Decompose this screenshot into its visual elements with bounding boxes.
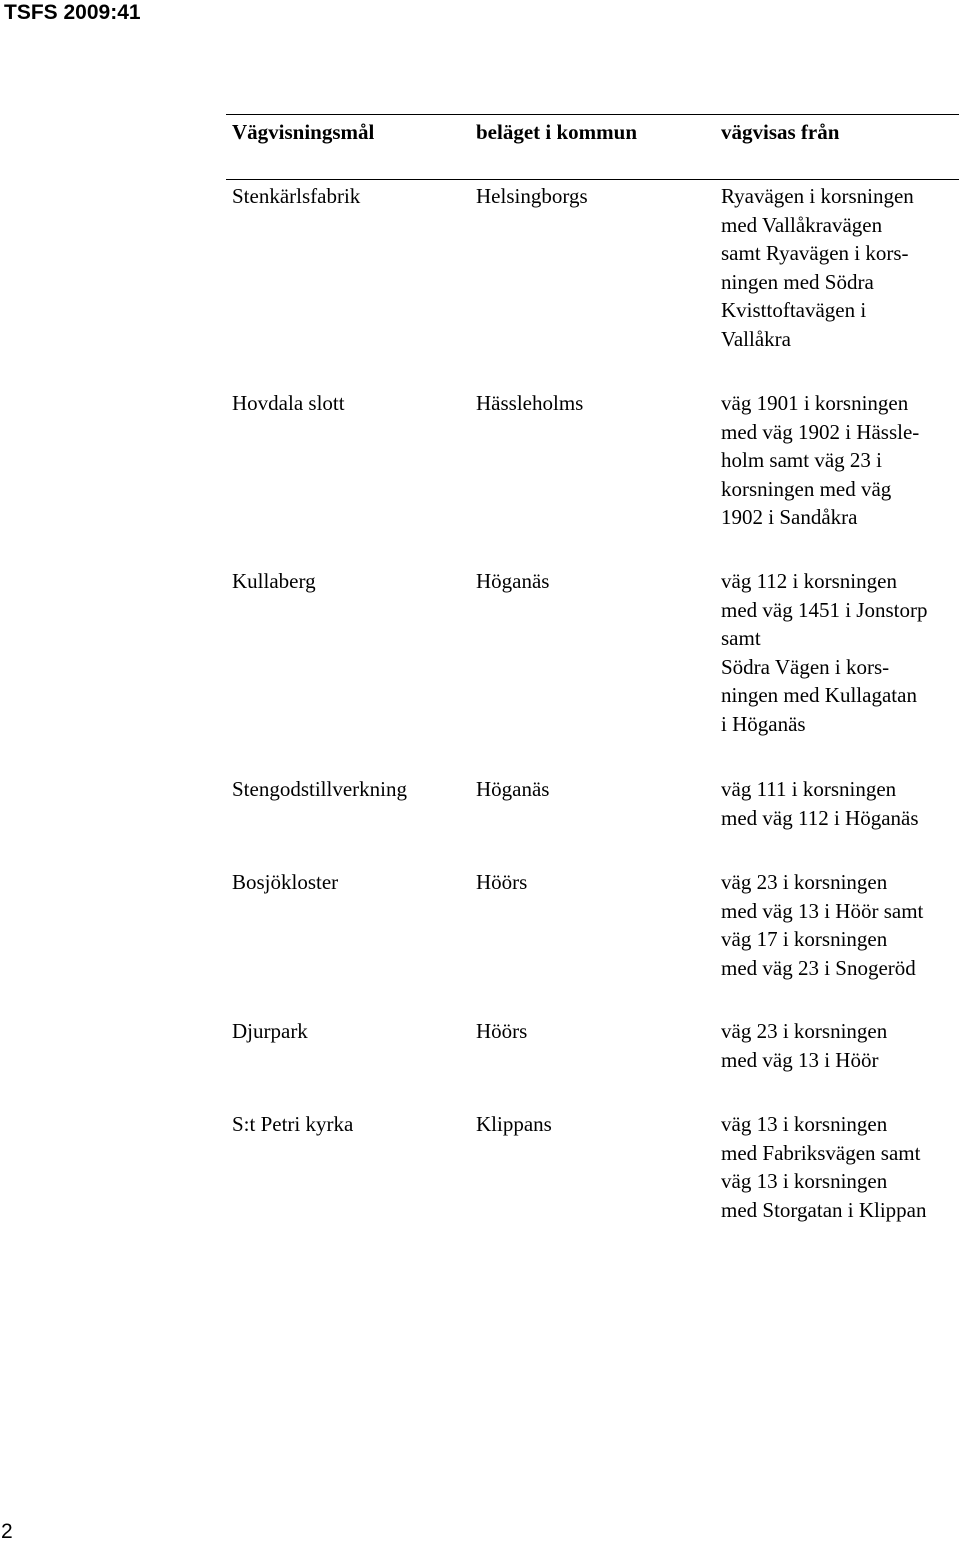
via-line: väg 17 i korsningen	[721, 927, 888, 952]
via-line: med Fabriksvägen samt	[721, 1140, 921, 1165]
signposted-from-cell	[721, 182, 957, 354]
via-line: Ryavägen i korsningen	[721, 184, 914, 208]
destination-cell: Stengodstillverkning	[232, 777, 407, 801]
via-line: väg 23 i korsningen	[721, 1019, 888, 1043]
signposted-from-cell	[721, 567, 957, 739]
via-line: med väg 1902 i Hässle-	[721, 419, 920, 444]
destination-cell: Stenkärlsfabrik	[232, 184, 361, 208]
via-line: med väg 13 i Höör	[721, 1047, 879, 1072]
destination-cell: Hovdala slott	[232, 391, 345, 415]
via-line: med väg 112 i Höganäs	[721, 805, 919, 830]
via-line: med Vallåkravägen	[721, 212, 883, 237]
via-line: väg 13 i korsningen	[721, 1169, 888, 1194]
via-line: med väg 13 i Höör samt	[721, 898, 924, 923]
via-line: i Höganäs	[721, 711, 806, 736]
destination-cell: S:t Petri kyrka	[232, 1112, 354, 1136]
destination-cell: Kullaberg	[232, 569, 316, 593]
signposted-from-cell	[721, 775, 957, 832]
municipality-cell: Klippans	[476, 1112, 552, 1136]
via-line: ningen med Kullagatan	[721, 683, 917, 708]
page-number: 2	[1, 1520, 13, 1543]
document-id-header: TSFS 2009:41	[4, 1, 141, 24]
via-line: samt	[721, 626, 761, 651]
table-top-rule	[226, 114, 959, 115]
municipality-cell: Höörs	[476, 870, 528, 894]
municipality-cell: Höganäs	[476, 777, 550, 801]
signposted-from-cell	[721, 1110, 957, 1224]
destination-cell: Djurpark	[232, 1019, 308, 1043]
via-line: väg 23 i korsningen	[721, 870, 888, 894]
via-line: väg 1901 i korsningen	[721, 391, 909, 415]
via-line: väg 112 i korsningen	[721, 569, 897, 593]
column-header-municipality: beläget i kommun	[476, 120, 638, 144]
municipality-cell: Höörs	[476, 1019, 528, 1043]
municipality-cell: Höganäs	[476, 569, 550, 593]
via-line: Södra Vägen i kors-	[721, 654, 890, 679]
destination-cell: Bosjökloster	[232, 870, 339, 894]
table-header-rule	[226, 179, 959, 180]
signposted-from-cell	[721, 1017, 957, 1074]
via-line: Kvisttoftavägen i	[721, 298, 867, 323]
via-line: väg 13 i korsningen	[721, 1112, 888, 1136]
column-header-signposted-from: vägvisas från	[721, 120, 840, 144]
via-line: samt Ryavägen i kors-	[721, 241, 909, 266]
via-line: med Storgatan i Klippan	[721, 1197, 927, 1222]
via-line: med väg 23 i Snogeröd	[721, 955, 916, 980]
signposted-from-cell	[721, 389, 957, 532]
municipality-cell: Hässleholms	[476, 391, 584, 415]
via-line: korsningen med väg	[721, 476, 892, 501]
via-line: väg 111 i korsningen	[721, 777, 897, 801]
column-header-destination: Vägvisningsmål	[232, 120, 375, 144]
municipality-cell: Helsingborgs	[476, 184, 588, 208]
via-line: holm samt väg 23 i	[721, 448, 882, 473]
via-line: 1902 i Sandåkra	[721, 505, 858, 530]
via-line: Vallåkra	[721, 326, 791, 351]
via-line: med väg 1451 i Jonstorp	[721, 597, 928, 622]
signposted-from-cell	[721, 868, 957, 982]
via-line: ningen med Södra	[721, 269, 874, 294]
